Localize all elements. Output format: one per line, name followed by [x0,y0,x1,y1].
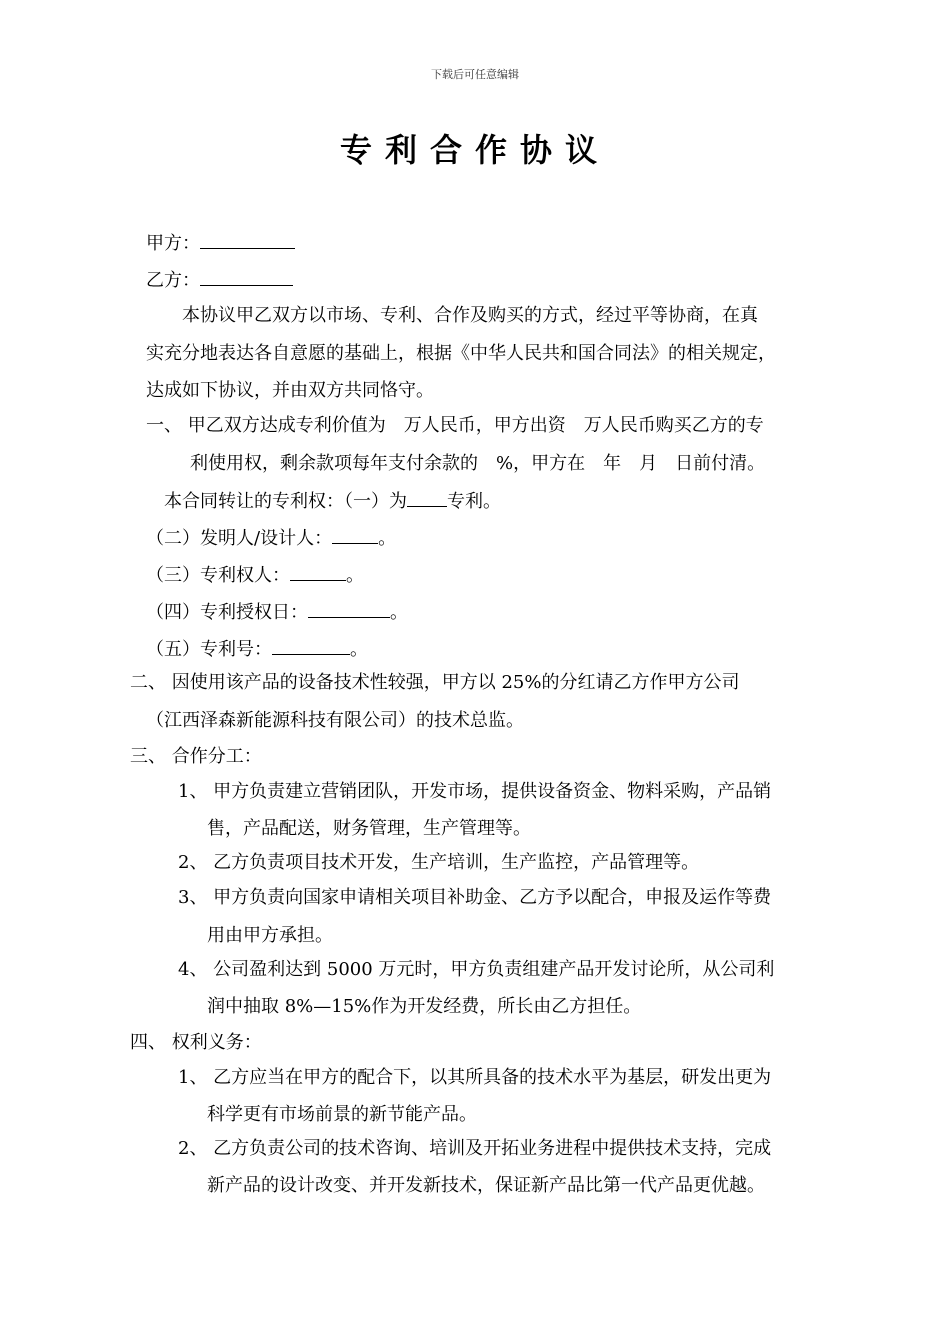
section1-line-1: 一、 甲乙双方达成专利价值为 万人民币，甲方出资 万人民币购买乙方的专 [146,415,764,436]
section1-line-2: 利使用权，剩余款项每年支付余款的 %，甲方在 年 月 日前付清。 [190,453,766,474]
party-a-label: 甲方： [146,233,200,254]
header-note: 下载后可任意编辑 [431,68,519,81]
section4-item-2-line-2: 新产品的设计改变、并开发新技术，保证新产品比第一代产品更优越。 [207,1175,765,1196]
section4-item-1-line-2: 科学更有市场前景的新节能产品。 [207,1104,477,1125]
patent-item [146,562,364,588]
patent-item-blank [332,525,378,544]
patent-type-blank [407,488,447,507]
document-title: 专利合作协议 [339,131,610,169]
party-a-blank [200,230,295,249]
section3-item-3-line-2: 用由甲方承担。 [207,925,333,946]
patent-intro-suffix: 专利。 [447,491,501,512]
intro-line-2: 实充分地表达各自意愿的基础上，根据《中华人民共和国合同法》的相关规定， [146,343,776,364]
section3-item-1-line-2: 售，产品配送，财务管理，生产管理等。 [207,818,531,839]
section3-item-2: 2、 乙方负责项目技术开发，生产培训，生产监控，产品管理等。 [178,852,700,873]
party-b-blank [200,267,293,286]
patent-item-label: （五）专利号： [146,639,272,660]
party-b-line [146,267,293,293]
patent-intro-prefix: 本合同转让的专利权：（一）为 [164,491,407,512]
party-a-line [146,230,295,256]
patent-item-end: 。 [390,602,408,623]
section4-item-2-line-1: 2、 乙方负责公司的技术咨询、培训及开拓业务进程中提供技术支持，完成 [178,1138,772,1159]
patent-item-end: 。 [350,639,368,660]
patent-item [146,636,368,662]
section2-line-1: 二、 因使用该产品的设备技术性较强，甲方以 25%的分红请乙方作甲方公司 [130,672,740,693]
party-b-label: 乙方： [146,270,200,291]
section4-item-1-line-1: 1、 乙方应当在甲方的配合下，以其所具备的技术水平为基层，研发出更为 [178,1067,772,1088]
section3-item-1-line-1: 1、 甲方负责建立营销团队，开发市场，提供设备资金、物料采购，产品销 [178,781,772,802]
patent-item [146,525,396,551]
section2-line-2: （江西泽森新能源科技有限公司）的技术总监。 [146,710,524,731]
intro-line-3: 达成如下协议，并由双方共同恪守。 [146,380,434,401]
patent-item-label: （二）发明人/设计人： [146,528,333,549]
patent-item [146,599,408,625]
section4-heading: 四、 权利义务： [130,1032,262,1053]
section3-item-4-line-1: 4、 公司盈利达到 5000 万元时，甲方负责组建产品开发讨论所，从公司利 [178,959,775,980]
patent-item-end: 。 [378,528,397,549]
patent-intro-line [164,488,501,514]
patent-item-label: （四）专利授权日： [146,602,308,623]
patent-item-blank [272,636,350,655]
section3-item-3-line-1: 3、 甲方负责向国家申请相关项目补助金、乙方予以配合，申报及运作等费 [178,887,772,908]
intro-line-1: 本协议甲乙双方以市场、专利、合作及购买的方式，经过平等协商，在真 [182,305,758,326]
section3-item-4-line-2: 润中抽取 8%—15%作为开发经费，所长由乙方担任。 [207,996,642,1017]
patent-item-blank [308,599,390,618]
patent-item-blank [290,562,346,581]
section3-heading: 三、 合作分工： [130,746,262,767]
patent-item-label: （三）专利权人： [146,565,290,586]
patent-item-end: 。 [346,565,364,586]
